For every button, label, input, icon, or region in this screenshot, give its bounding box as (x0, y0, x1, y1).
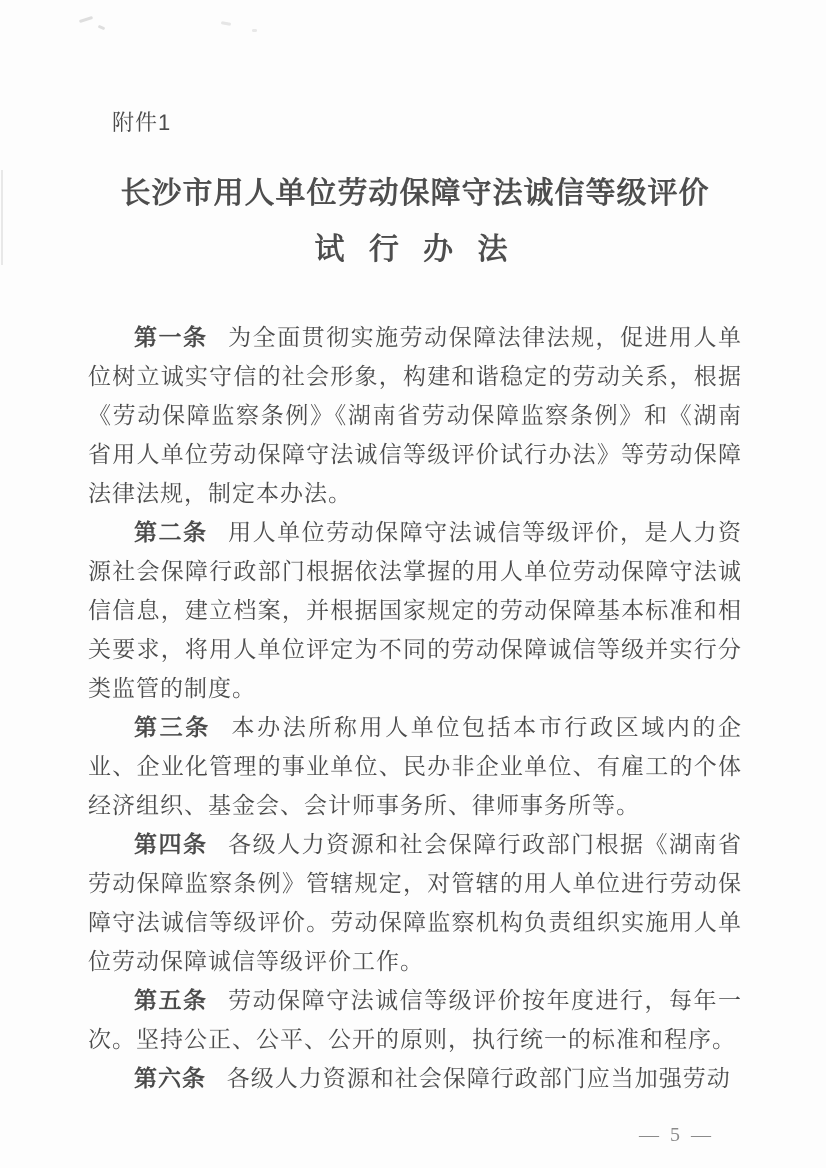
title-line-2: 试 行 办 法 (314, 233, 516, 266)
scan-smudge-mark (252, 29, 257, 32)
article-paragraph-3 (88, 708, 742, 825)
article-text: 为全面贯彻实施劳动保障法律法规，促进用人单位树立诚实守信的社会形象，构建和谐稳定的劳动关系，根据《劳动保障监察条例》《湖南省劳动保障监察条例》和《湖南省用人单位劳动保障守法诚信等级评价试行办法》等劳动保障法律法规，制定本办法。 (88, 325, 743, 506)
article-number: 第三条 (134, 714, 211, 740)
article-number: 第四条 (134, 831, 208, 857)
page-number: — 5 — (639, 1124, 714, 1146)
article-paragraph-2 (88, 513, 742, 708)
title-line-1: 长沙市用人单位劳动保障守法诚信等级评价 (120, 177, 710, 210)
article-text: 劳动保障守法诚信等级评价按年度进行，每年一次。坚持公正、公平、公开的原则，执行统一的标准和程序。 (88, 988, 743, 1052)
article-paragraph-1 (88, 318, 742, 513)
article-number: 第二条 (134, 519, 208, 545)
attachment-label: 附件1 (112, 110, 172, 135)
document-body (88, 318, 742, 1098)
article-paragraph-6 (88, 1059, 742, 1098)
scan-edge-streak (1, 170, 3, 265)
document-title (88, 174, 742, 270)
article-text: 各级人力资源和社会保障行政部门根据《湖南省劳动保障监察条例》管辖规定，对管辖的用人单位进行劳动保障守法诚信等级评价。劳动保障监察机构负责组织实施用人单位劳动保障诚信等级评价工作。 (88, 832, 743, 974)
article-text: 用人单位劳动保障守法诚信等级评价，是人力资源社会保障行政部门根据依法掌握的用人单位劳动保障守法诚信信息，建立档案，并根据国家规定的劳动保障基本标准和相关要求，将用人单位评定为不同的劳动保障诚信等级并实行分类监管的制度。 (88, 520, 743, 701)
article-text: 各级人力资源和社会保障行政部门应当加强劳动 (226, 1066, 731, 1091)
article-number: 第五条 (134, 987, 208, 1013)
scan-smudge-mark (98, 25, 106, 31)
article-paragraph-5 (88, 981, 742, 1059)
scan-smudge-mark (221, 21, 231, 26)
article-number: 第一条 (134, 324, 208, 350)
article-paragraph-4 (88, 825, 742, 981)
article-text: 本办法所称用人单位包括本市行政区域内的企业、企业化管理的事业单位、民办非企业单位、有雇工的个体经济组织、基金会、会计师事务所、律师事务所等。 (88, 715, 743, 818)
article-number: 第六条 (134, 1065, 206, 1091)
scan-smudge-mark (79, 16, 93, 23)
